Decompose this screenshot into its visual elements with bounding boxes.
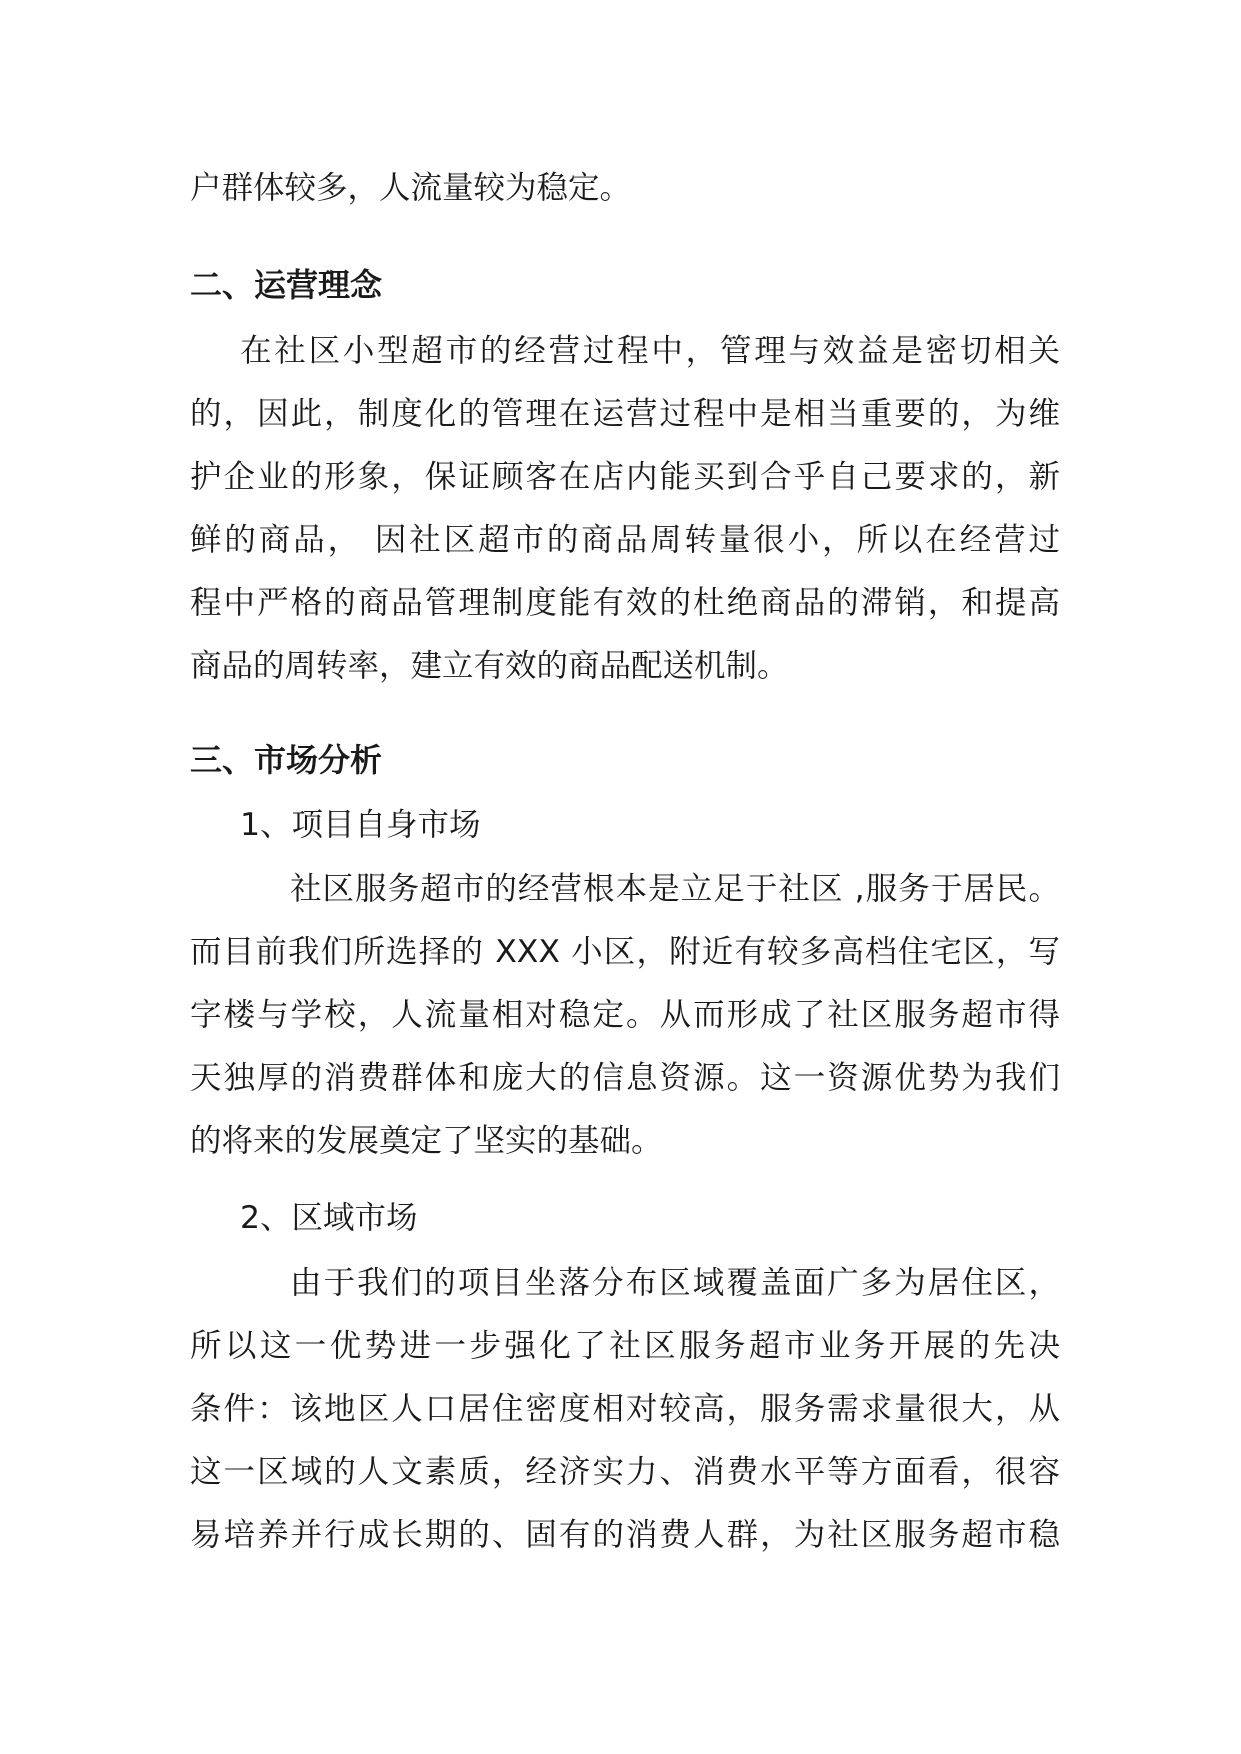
body-text-line: 社区服务超市的经营根本是立足于社区 ,服务于居民。	[290, 871, 1060, 907]
body-text-line: 易培养并行成长期的、固有的消费人群，为社区服务超市稳	[190, 1517, 1060, 1553]
body-text-line: 护企业的形象，保证顾客在店内能买到合乎自己要求的，新	[190, 459, 1060, 495]
body-text-line: 所以这一优势进一步强化了社区服务超市业务开展的先决	[190, 1328, 1060, 1364]
body-text-line: 在社区小型超市的经营过程中，管理与效益是密切相关	[240, 333, 1060, 369]
section-heading-operations: 二、运营理念	[190, 266, 383, 304]
section-heading-market: 三、市场分析	[190, 741, 383, 779]
body-text-line: 商品的周转率，建立有效的商品配送机制。	[190, 648, 789, 684]
document-page	[190, 0, 1060, 1754]
body-text-line: 条件：该地区人口居住密度相对较高，服务需求量很大，从	[190, 1391, 1060, 1427]
body-text-line: 而目前我们所选择的 XXX 小区，附近有较多高档住宅区，写	[190, 934, 1060, 970]
body-text-line: 由于我们的项目坐落分布区域覆盖面广多为居住区，	[290, 1265, 1060, 1301]
body-text-line: 程中严格的商品管理制度能有效的杜绝商品的滞销，和提高	[190, 585, 1060, 621]
subheading-project-market: 1、项目自身市场	[240, 807, 481, 843]
body-text-line: 这一区域的人文素质，经济实力、消费水平等方面看，很容	[190, 1454, 1060, 1490]
body-text-line: 户群体较多，人流量较为稳定。	[190, 170, 632, 206]
body-text-line: 的，因此，制度化的管理在运营过程中是相当重要的，为维	[190, 396, 1060, 432]
subheading-regional-market: 2、区域市场	[240, 1200, 418, 1236]
body-text-line: 鲜的商品， 因社区超市的商品周转量很小，所以在经营过	[190, 522, 1060, 558]
body-text-line: 天独厚的消费群体和庞大的信息资源。这一资源优势为我们	[190, 1060, 1060, 1096]
body-text-line: 的将来的发展奠定了坚实的基础。	[190, 1123, 663, 1159]
body-text-line: 字楼与学校，人流量相对稳定。从而形成了社区服务超市得	[190, 997, 1060, 1033]
